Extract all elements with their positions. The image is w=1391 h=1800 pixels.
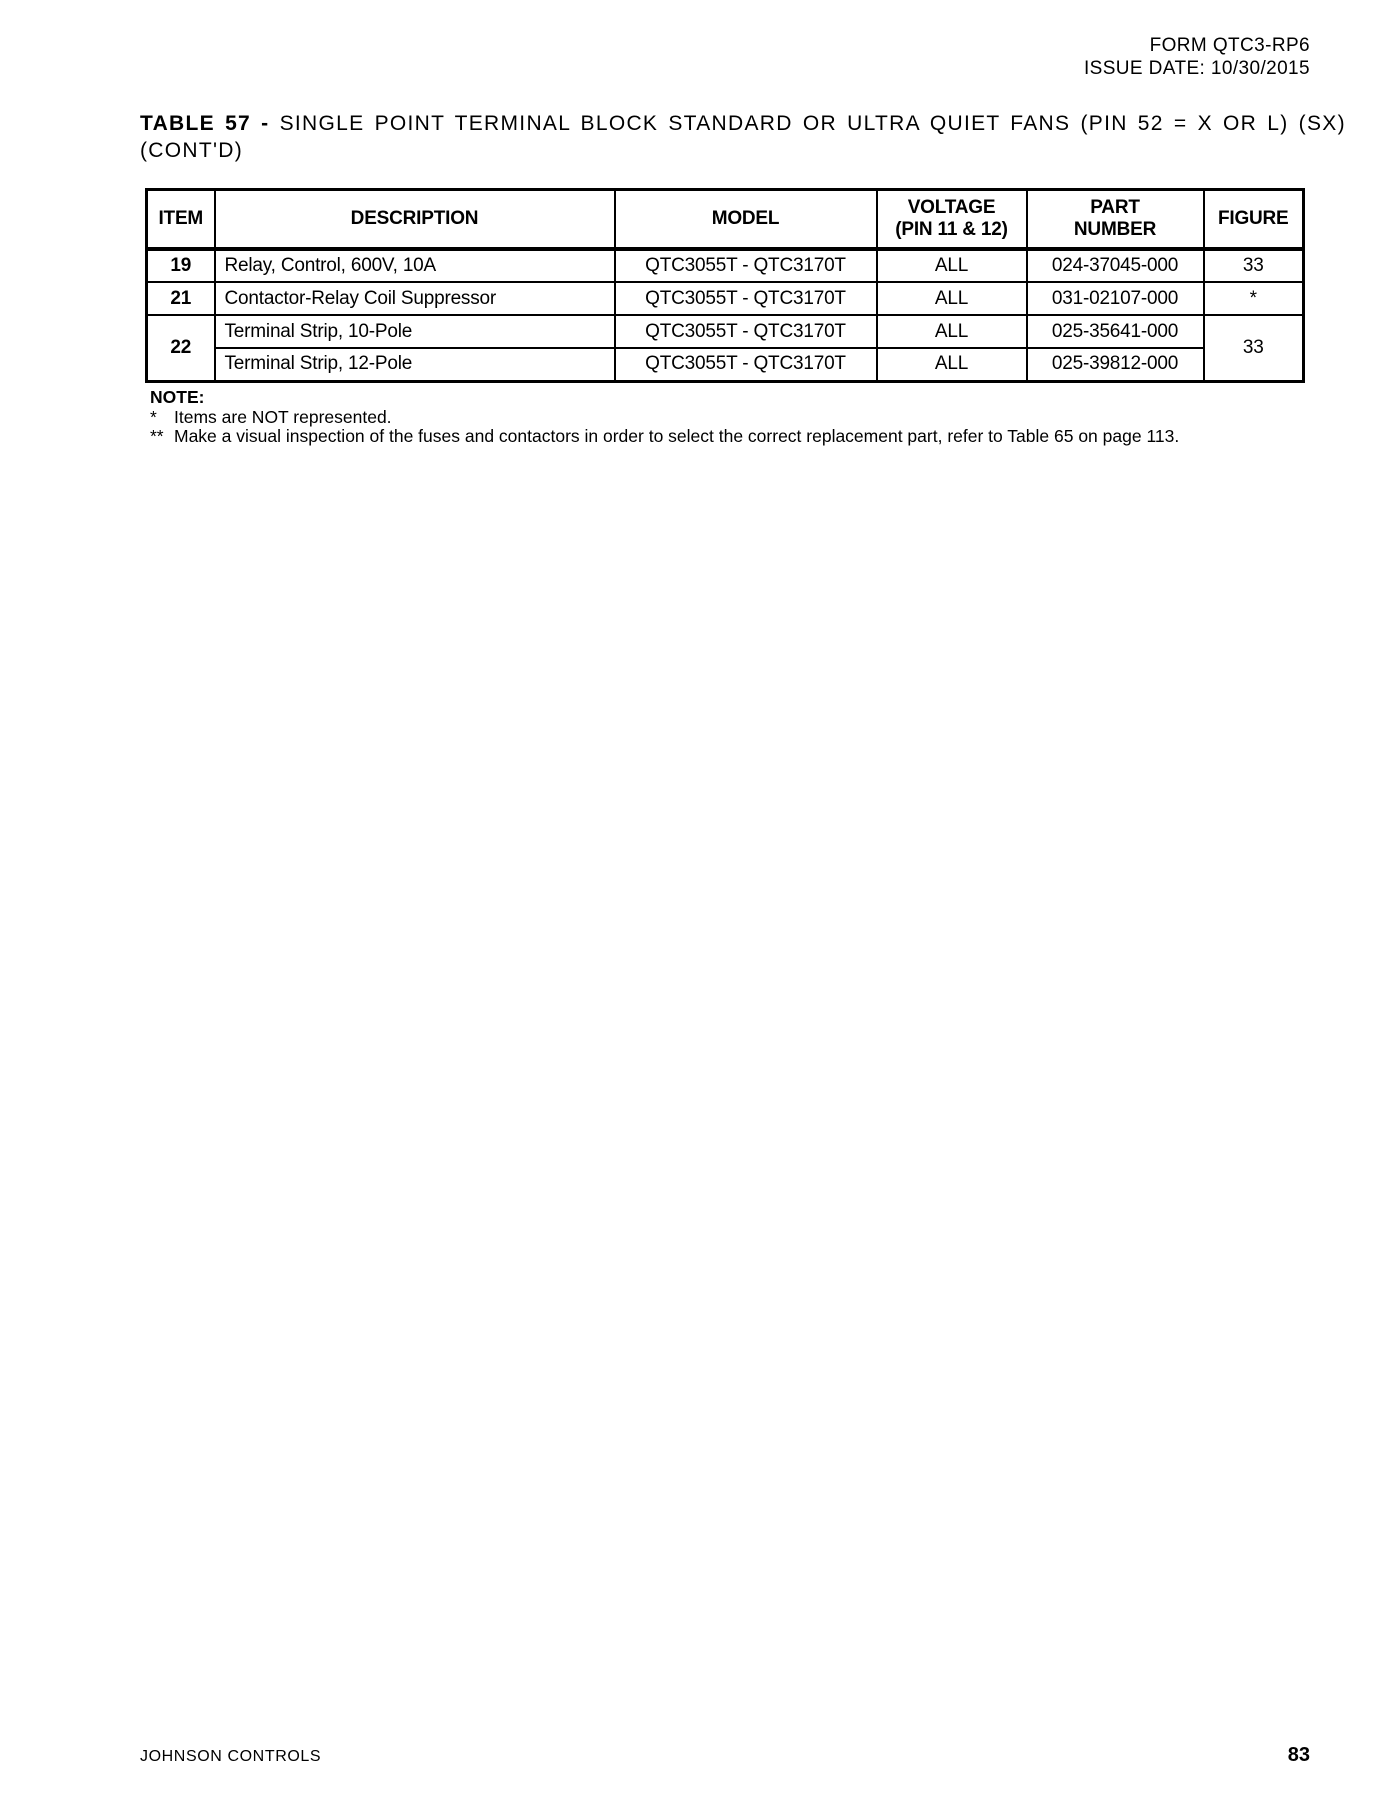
item-cell: 22 — [147, 315, 215, 381]
parts-table — [145, 188, 1305, 383]
notes-heading: NOTE: — [150, 387, 205, 407]
note-marker: ** — [150, 426, 164, 446]
table-title-contd: (CONT'D) — [140, 139, 244, 162]
table-row-item-19 — [147, 249, 1304, 282]
description-cell: Contactor-Relay Coil Suppressor — [215, 282, 615, 315]
voltage-cell: ALL — [877, 348, 1027, 381]
note-text: Make a visual inspection of the fuses and contactors in order to select the correct replacement part, refer to Table 65 on page 113. — [174, 426, 1180, 446]
col-header-description: DESCRIPTION — [215, 190, 615, 250]
note-item-double-asterisk — [150, 427, 1315, 447]
voltage-cell: ALL — [877, 249, 1027, 282]
figure-cell: 33 — [1204, 315, 1304, 381]
model-cell: QTC3055T - QTC3170T — [615, 249, 877, 282]
note-marker: * — [150, 406, 157, 427]
notes-section — [150, 388, 1315, 447]
item-cell: 21 — [147, 282, 215, 315]
table-row-item-21 — [147, 282, 1304, 315]
col-header-part-line2: NUMBER — [1073, 219, 1157, 240]
table-title-line1 — [140, 110, 1346, 137]
col-header-item: ITEM — [147, 190, 215, 250]
part-number-cell: 025-39812-000 — [1027, 348, 1204, 381]
col-header-voltage-line1: VOLTAGE — [907, 197, 996, 218]
description-cell: Terminal Strip, 12-Pole — [215, 348, 615, 381]
model-cell: QTC3055T - QTC3170T — [615, 282, 877, 315]
note-text: Items are NOT represented. — [174, 406, 392, 427]
note-item-single-asterisk — [150, 408, 1315, 428]
part-number-cell: 024-37045-000 — [1027, 249, 1204, 282]
table-row-item-22b — [147, 348, 1304, 381]
figure-cell: * — [1204, 282, 1304, 315]
item-cell: 19 — [147, 249, 215, 282]
page-header — [1084, 34, 1310, 80]
voltage-cell: ALL — [877, 282, 1027, 315]
model-cell: QTC3055T - QTC3170T — [615, 348, 877, 381]
col-header-voltage — [877, 190, 1027, 250]
description-cell: Terminal Strip, 10-Pole — [215, 315, 615, 348]
table-title-label: TABLE 57 - — [140, 112, 270, 135]
table-title — [140, 110, 1346, 164]
col-header-voltage-line2: (PIN 11 & 12) — [895, 219, 1008, 240]
issue-date: ISSUE DATE: 10/30/2015 — [1083, 58, 1310, 79]
footer-company: JOHNSON CONTROLS — [140, 1748, 322, 1765]
col-header-part-line1: PART — [1090, 197, 1140, 218]
col-header-model: MODEL — [615, 190, 877, 250]
table-row-item-22a — [147, 315, 1304, 348]
part-number-cell: 031-02107-000 — [1027, 282, 1204, 315]
footer-page-number: 83 — [1287, 1744, 1310, 1766]
description-cell: Relay, Control, 600V, 10A — [215, 249, 615, 282]
table-title-text: SINGLE POINT TERMINAL BLOCK STANDARD OR ULTRA QUIET FANS (PIN 52 = X OR L) (SX) — [279, 112, 1346, 135]
col-header-figure: FIGURE — [1204, 190, 1304, 250]
col-header-part-number — [1027, 190, 1204, 250]
figure-cell: 33 — [1204, 249, 1304, 282]
voltage-cell: ALL — [877, 315, 1027, 348]
table-header-row — [147, 190, 1304, 250]
model-cell: QTC3055T - QTC3170T — [615, 315, 877, 348]
part-number-cell: 025-35641-000 — [1027, 315, 1204, 348]
form-number: FORM QTC3-RP6 — [1149, 35, 1310, 56]
